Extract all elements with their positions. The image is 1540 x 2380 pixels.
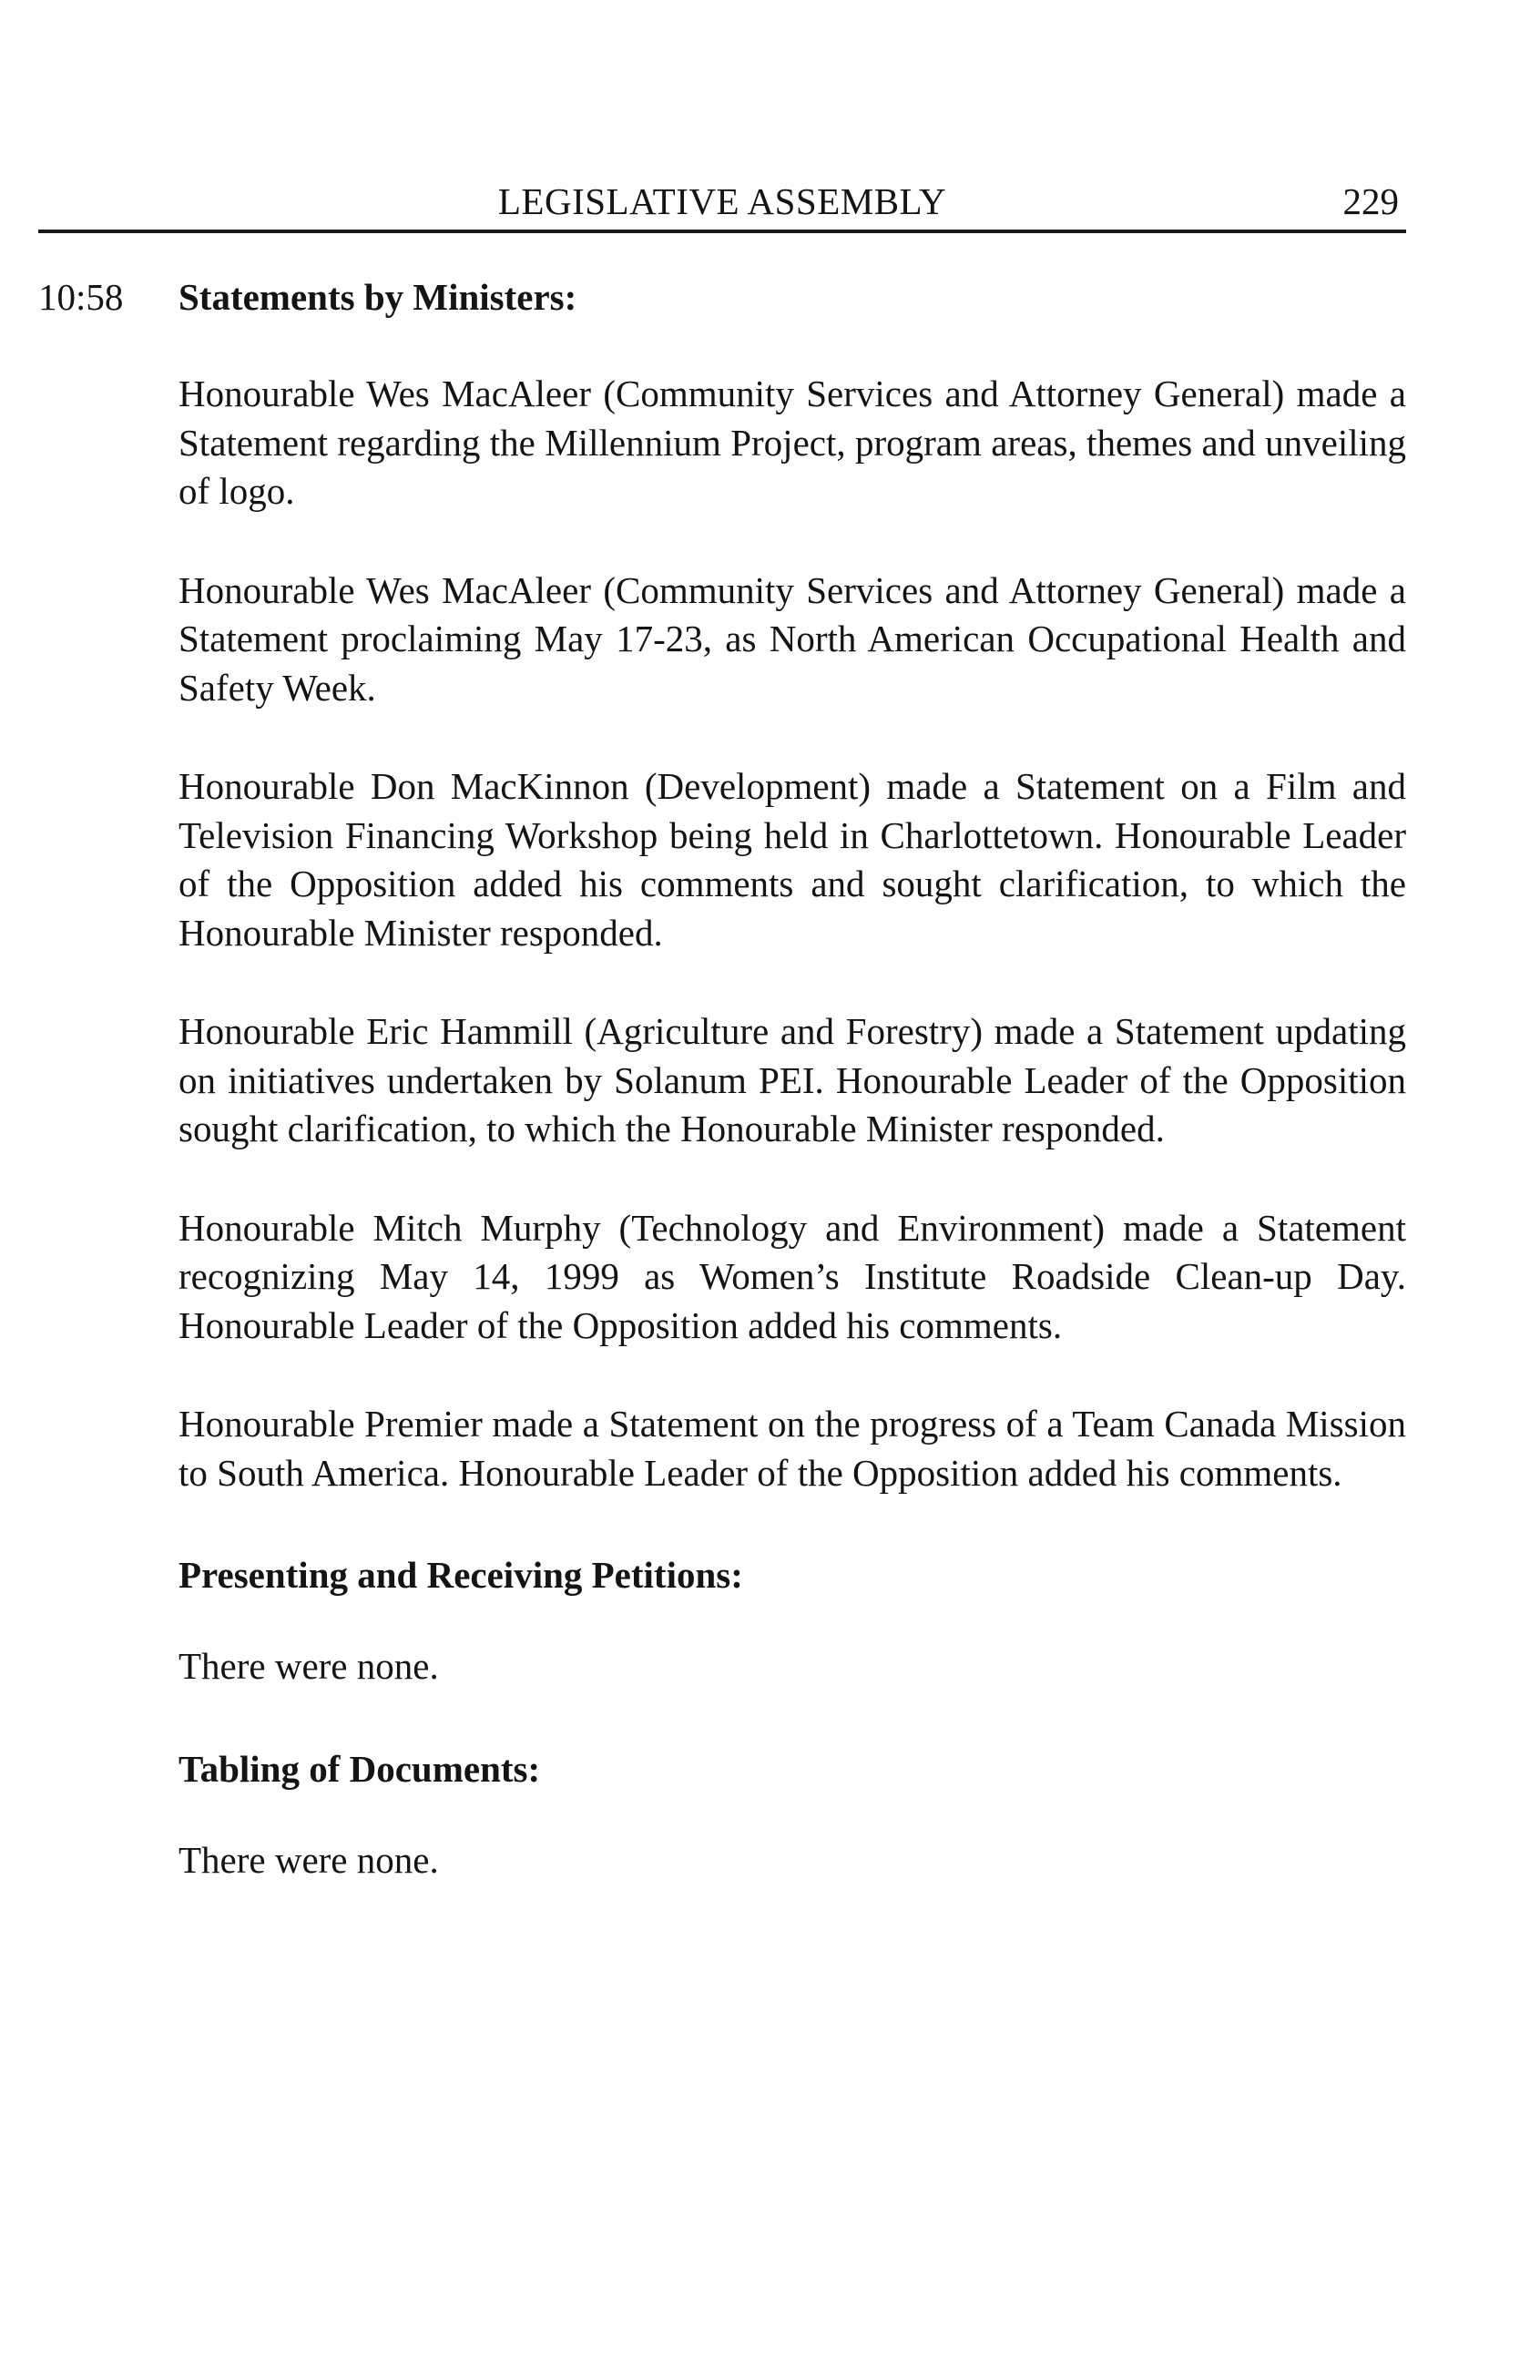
section-presenting-and-receiving-petitions — [178, 1548, 1406, 1691]
paragraph: Honourable Wes MacAleer (Community Services and Attorney General) made a Statement proclaiming May 17-23, as North American Occupational Health and Safety Week. — [178, 568, 1406, 709]
paragraph: Honourable Don MacKinnon (Development) made a Statement on a Film and Television Financing Workshop being held in Charlottetown. Honourable Leader of the Opposition added his comments and sought clarification, to which the Honourable Minister responded. — [178, 765, 1406, 954]
time-stamp: 10:58 — [38, 276, 124, 318]
section-heading: Presenting and Receiving Petitions: — [178, 1554, 743, 1596]
header-title: LEGISLATIVE ASSEMBLY — [497, 180, 947, 222]
paragraph: Honourable Eric Hammill (Agriculture and Forestry) made a Statement updating on initiatives undertaken by Solanum PEI. Honourable Leader of the Opposition sought clarification, to which the Honourable Minister responded. — [178, 1010, 1406, 1149]
paragraph: There were none. — [178, 1645, 439, 1687]
section-tabling-of-documents — [178, 1742, 1406, 1885]
page-number: 229 — [1342, 180, 1399, 222]
section-heading: Tabling of Documents: — [178, 1747, 541, 1790]
page-header — [38, 179, 1406, 233]
paragraph: Honourable Mitch Murphy (Technology and Environment) made a Statement recognizing May 14, 1999 as Women’s Institute Roadside Clean-up Day. Honourable Leader of the Opposition added his comments. — [178, 1206, 1406, 1346]
paragraph: There were none. — [178, 1838, 439, 1881]
section-statements-by-ministers — [178, 270, 1406, 1497]
paragraph: Honourable Wes MacAleer (Community Services and Attorney General) made a Statement regarding the Millennium Project, program areas, themes and unveiling of logo. — [178, 373, 1406, 512]
section-heading: Statements by Ministers: — [178, 276, 577, 318]
page-body — [178, 270, 1406, 1885]
paragraph: Honourable Premier made a Statement on the progress of a Team Canada Mission to South America. Honourable Leader of the Opposition added his comments. — [178, 1403, 1406, 1494]
